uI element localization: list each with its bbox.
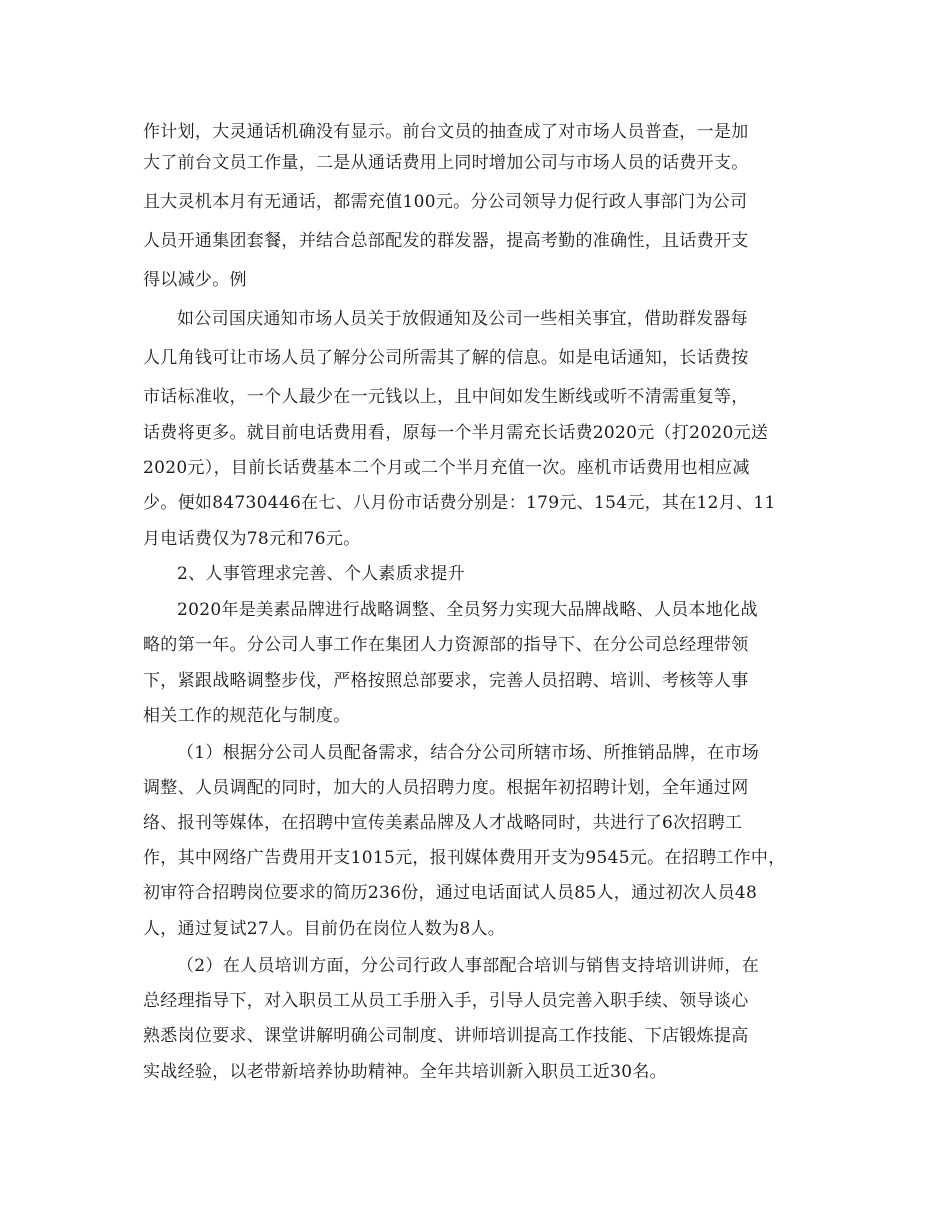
text-line: 话费将更多。就目前电话费用看，原每一个半月需充长话费2020元（打2020元送 xyxy=(143,423,769,443)
text-line: 调整、人员调配的同时，加大的人员招聘力度。根据年初招聘计划，全年通过网 xyxy=(143,778,749,798)
text-line: 作计划，大灵通话机确没有显示。前台文员的抽查成了对市场人员普查，一是加 xyxy=(143,122,749,142)
text-line: 初审符合招聘岗位要求的简历236份，通过电话面试人员85人，通过初次人员48 xyxy=(143,883,758,903)
text-line: 熟悉岗位要求、课堂讲解明确公司制度、讲师培训提高工作技能、下店锻炼提高 xyxy=(143,1026,749,1046)
text-line: 如公司国庆通知市场人员关于放假通知及公司一些相关事宜，借助群发器每 xyxy=(177,309,748,329)
text-line: 人，通过复试27人。目前仍在岗位人数为8人。 xyxy=(143,919,506,939)
text-line: 且大灵机本月有无通话，都需充值100元。分公司领导力促行政人事部门为公司 xyxy=(143,192,748,212)
section-heading: 2、人事管理求完善、个人素质求提升 xyxy=(177,564,465,584)
text-line: （1）根据分公司人员配备需求，结合分公司所辖市场、所推销品牌，在市场 xyxy=(177,743,760,763)
text-line: 下，紧跟战略调整步伐，严格按照总部要求，完善人员招聘、培训、考核等人事 xyxy=(143,671,749,691)
text-line: 作，其中网络广告费用开支1015元，报刊媒体费用开支为9545元。在招聘工作中， xyxy=(143,848,786,868)
text-line: 略的第一年。分公司人事工作在集团人力资源部的指导下、在分公司总经理带领 xyxy=(143,635,749,655)
text-line: 实战经验，以老带新培养协助精神。全年共培训新入职员工近30名。 xyxy=(143,1062,667,1082)
text-line: 2020元），目前长话费基本二个月或二个半月充值一次。座机市话费用也相应减 xyxy=(143,458,750,478)
text-line: 少。便如84730446在七、八月份市话费分别是：179元、154元，其在12月、11 xyxy=(143,493,776,513)
text-line: （2）在人员培训方面，分公司行政人事部配合培训与销售支持培训讲师，在 xyxy=(177,956,760,976)
text-line: 总经理指导下，对入职员工从员工手册入手，引导人员完善入职手续、领导谈心 xyxy=(143,991,749,1011)
text-line: 络、报刊等媒体，在招聘中宣传美素品牌及人才战略同时，共进行了6次招聘工 xyxy=(143,813,743,833)
text-line: 人几角钱可让市场人员了解分公司所需其了解的信息。如是电话通知，长话费按 xyxy=(143,348,749,368)
text-line: 相关工作的规范化与制度。 xyxy=(143,706,351,726)
text-line: 人员开通集团套餐，并结合总部配发的群发器，提高考勤的准确性，且话费开支 xyxy=(143,231,749,251)
text-line: 2020年是美素品牌进行战略调整、全员努力实现大品牌战略、人员本地化战 xyxy=(177,600,758,620)
text-line: 得以减少。例 xyxy=(143,270,247,290)
text-line: 月电话费仅为78元和76元。 xyxy=(143,529,361,549)
text-line: 大了前台文员工作量，二是从通话费用上同时增加公司与市场人员的话费开支。 xyxy=(143,153,749,173)
text-line: 市话标准收，一个人最少在一元钱以上，且中间如发生断线或听不清需重复等， xyxy=(143,387,749,407)
